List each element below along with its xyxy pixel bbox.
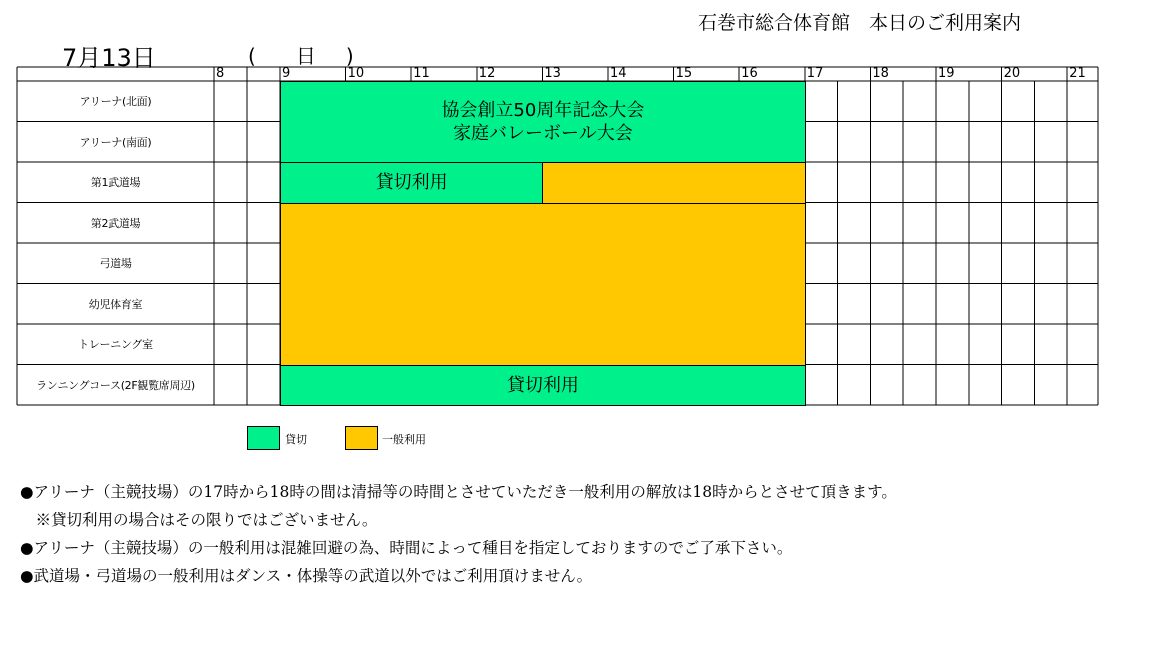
booking-text: 家庭バレーボール大会 [453,123,633,144]
hour-label: 12 [478,66,496,81]
legend-general-label: 一般利用 [382,433,426,446]
room-label: ランニングコース(2F観覧席周辺) [36,378,195,392]
hour-label: 8 [216,66,225,81]
hour-label: 19 [938,66,955,81]
room-label: 第1武道場 [90,176,141,189]
notes [20,478,897,590]
booking-budojo1-reserved [280,162,543,204]
room-label: アリーナ(南面) [79,135,152,149]
hour-label: 9 [282,66,291,81]
date-label: 7月13日 [62,44,156,72]
legend-reserved-label: 貸切 [285,433,307,446]
booking-budojo1-general [542,162,805,204]
booking-general-block [280,203,806,366]
hour-label: 10 [347,66,365,81]
room-label: トレーニング室 [78,338,153,351]
hour-label: 18 [872,66,889,81]
hour-label: 14 [610,66,627,81]
paren-close: ) [345,44,354,68]
legend-reserved-swatch [247,426,280,450]
room-label: 弓道場 [99,257,132,270]
hour-label: 17 [806,66,824,81]
room-label: 幼児体育室 [88,297,143,311]
legend-general-swatch [345,426,378,450]
hour-label: 16 [741,66,758,81]
booking-text: 貸切利用 [506,374,579,396]
room-label: 第2武道場 [90,216,141,230]
hour-label: 13 [544,66,561,81]
booking-text: 協会創立50周年記念大会 [441,100,645,121]
note-item: ※貸切利用の場合はその限りではございません。 [20,511,378,529]
room-label: アリーナ(北面) [79,95,152,108]
paren-open: ( [248,44,256,68]
booking-running-reserved [280,365,806,407]
weekday-value: 日 [295,44,316,68]
page-title: 石巻市総合体育館 本日のご利用案内 [698,12,1022,34]
hour-label: 20 [1003,66,1021,81]
note-item: ●武道場・弓道場の一般利用はダンス・体操等の武道以外ではご利用頂けません。 [20,567,593,585]
booking-text: 貸切利用 [375,172,448,194]
note-item: ●アリーナ（主競技場）の一般利用は混雑回避の為、時間によって種目を指定しておりますのでご了承下さい。 [20,539,793,557]
hour-label: 15 [675,66,693,81]
note-item: ●アリーナ（主競技場）の17時から18時の間は清掃等の時間とさせていただき一般利用の解放は18時からとさせて頂きます。 [20,483,897,501]
hour-label: 11 [413,66,430,81]
booking-arena-event [280,81,806,163]
hour-label: 21 [1069,66,1086,81]
